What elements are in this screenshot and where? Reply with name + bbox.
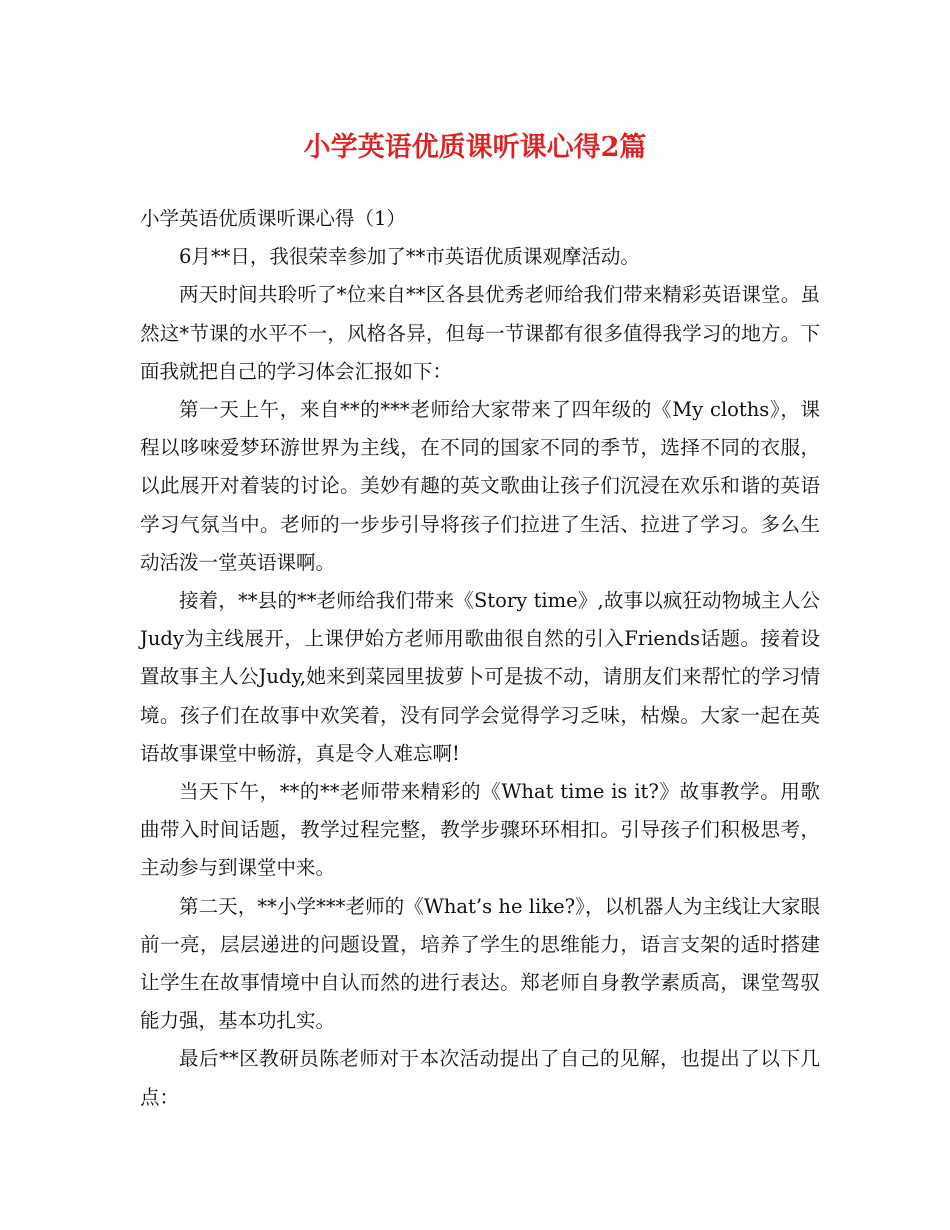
document-title: 小学英语优质课听课心得2篇 <box>303 132 647 163</box>
paragraph: 两天时间共聆听了*位来自**区各县优秀老师给我们带来精彩英语课堂。虽然这*节课的水平不一，风格各异，但每一节课都有很多值得我学习的地方。下面我就把自己的学习体会汇报如下： <box>140 283 820 383</box>
paragraph: 当天下午，**的**老师带来精彩的《What time is it?》故事教学。用歌曲带入时间话题，教学过程完整，教学步骤环环相扣。引导孩子们积极思考，主动参与到课堂中来。 <box>140 780 820 880</box>
paragraph: 6月**日，我很荣幸参加了**市英语优质课观摩活动。 <box>179 245 640 269</box>
paragraph: 第二天，**小学***老师的《What’s he like?》，以机器人为主线让大家眼前一亮，层层递进的问题设置，培养了学生的思维能力，语言支架的适时搭建让学生在故事情境中自认而然的进行表达。郑老师自身教学素质高，课堂驾驭能力强，基本功扎实。 <box>140 894 820 1033</box>
paragraph: 第一天上午，来自**的***老师给大家带来了四年级的《My cloths》，课程以哆唻爱梦环游世界为主线，在不同的国家不同的季节，选择不同的衣服，以此展开对着装的讨论。美妙有趣的英文歌曲让孩子们沉浸在欢乐和谐的英语学习气氛当中。老师的一步步引导将孩子们拉进了生活、拉进了学习。多么生动活泼一堂英语课啊。 <box>140 398 820 574</box>
paragraph: 最后**区教研员陈老师对于本次活动提出了自己的见解，也提出了以下几点： <box>140 1047 820 1109</box>
document-body <box>140 200 820 1117</box>
section-heading: 小学英语优质课听课心得（1） <box>140 207 406 230</box>
paragraph: 接着，**县的**老师给我们带来《Story time》,故事以疯狂动物城主人公Judy为主线展开，上课伊始方老师用歌曲很自然的引入Friends话题。接着设置故事主人公Judy,她来到菜园里拔萝卜可是拔不动，请朋友们来帮忙的学习情境。孩子们在故事中欢笑着，没有同学会觉得学习乏味，枯燥。大家一起在英语故事课堂中畅游，真是令人难忘啊! <box>140 589 820 765</box>
